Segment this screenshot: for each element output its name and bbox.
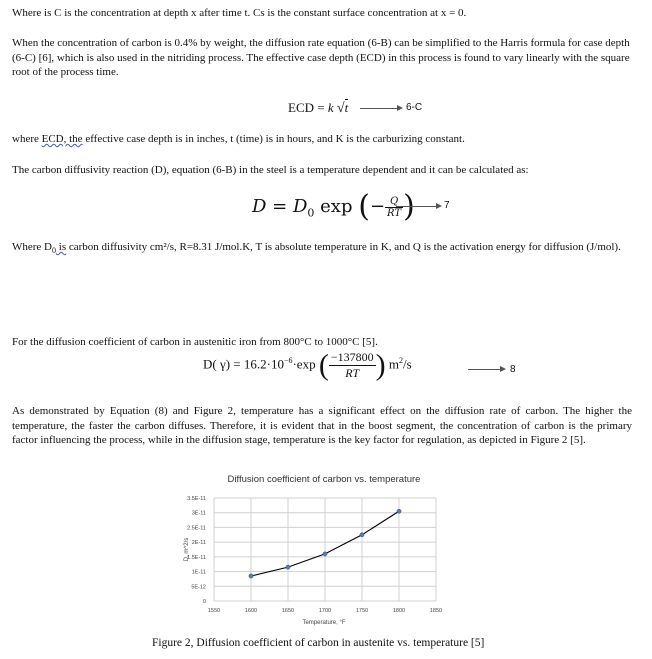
chart-title: Diffusion coefficient of carbon vs. temperature xyxy=(227,474,421,485)
paragraph-diffusivity-variables: Where $D_0$ is carbon diffusivity cm²/s, R=8.31 J/mol.K, T is absolute temperature in K, and Q is the activation energy for diffusion (J/mol). xyxy=(12,241,621,256)
y-tick-label: 1.5E-11 xyxy=(187,554,206,561)
equation-ecd-t: t xyxy=(344,100,349,115)
data-point xyxy=(397,509,401,513)
paragraph-concentration-definition: Where is C is the concentration at depth x after time t. Cs is the constant surface concentration at x = 0. xyxy=(12,7,467,19)
y-tick-label: 2.5E-11 xyxy=(187,525,206,532)
equation-diffusivity-exp: exp xyxy=(320,196,353,217)
y-tick-label: 3.5E-11 xyxy=(187,496,206,502)
equation-diffusivity-d0: D xyxy=(292,196,308,217)
x-tick-label: 1850 xyxy=(429,608,443,614)
y-axis-label: D, m^2/s xyxy=(184,537,190,562)
x-tick-label: 1550 xyxy=(207,608,221,614)
y-tick-label: 1E-11 xyxy=(191,569,206,576)
equation-diffusivity-fraction: $\frac{Q}{RT}$ xyxy=(387,195,402,219)
equation-ecd-lhs: ECD xyxy=(288,100,314,115)
equation-ecd-k: k xyxy=(327,100,334,115)
equation-ecd: ECD = k √t xyxy=(288,100,349,116)
y-tick-label: 5E-12 xyxy=(191,584,206,591)
equation-austenite-number: 8 xyxy=(510,364,516,375)
paragraph-ecd-definition: where ECD, the effective case depth is in inches, t (time) is in hours, and K is the carburizing constant. xyxy=(12,133,465,145)
data-point xyxy=(249,574,253,578)
x-tick-label: 1600 xyxy=(244,608,258,614)
equation-austenite: D( $\gamma) = 16.2\cdot 10^{-6}\cdot\exp$ ( $\frac{-137800}{RT}$ ) $m^2/s$ xyxy=(203,348,412,382)
x-tick-label: 1800 xyxy=(392,608,406,614)
x-tick-label: 1650 xyxy=(281,608,295,614)
y-tick-label: 2E-11 xyxy=(191,540,206,547)
x-axis-label: Temperature, °F xyxy=(302,620,346,626)
y-tick-label: 3E-11 xyxy=(191,510,206,517)
figure-caption: Figure 2, Diffusion coefficient of carbon in austenite vs. temperature [5] xyxy=(152,637,485,649)
equation-diffusivity-number: 7 xyxy=(444,200,450,211)
diffusion-chart xyxy=(174,468,474,628)
x-tick-label: 1700 xyxy=(318,608,332,614)
x-tick-label: 1750 xyxy=(355,608,369,614)
equation-diffusivity: $D = D_0$ exp (− $\frac{Q}{RT}$ xyxy=(252,189,402,224)
paragraph-diffusivity-intro: The carbon diffusivity reaction (D), equation (6-B) in the steel is a temperature dependent and it can be calculated as: xyxy=(12,164,529,176)
equation-diffusivity-arrow xyxy=(396,206,436,207)
equation-diffusivity-lhs: D xyxy=(252,196,267,217)
y-tick-label: 0 xyxy=(202,599,206,605)
equation-austenite-fraction: $\frac{-137800}{RT}$ xyxy=(330,350,374,380)
paragraph-harris-formula: When the concentration of carbon is 0.4% by weight, the diffusion rate equation (6-B) can be simplified to the Harris formula for case depth (6-C) [6], which is also used in the nitriding process. The effective case depth (ECD) in this process is found to vary linearly with the square root of the process time. xyxy=(12,37,630,78)
equation-ecd-arrow xyxy=(360,108,397,109)
data-point xyxy=(360,533,364,537)
equation-austenite-arrow xyxy=(468,369,500,370)
paragraph-temperature-effect: As demonstrated by Equation (8) and Figure 2, temperature has a significant effect on the diffusion rate of carbon. The higher the temperature, the faster the carbon diffuses. Therefore, it is evident that in the boost segment, the concentration of carbon is the primary factor influencing the process, while in the diffusion stage, temperature is the key factor for regulation, as depicted in Figure 2 [5]. xyxy=(12,405,632,446)
data-point xyxy=(286,565,290,569)
data-point xyxy=(323,552,327,556)
paragraph-austenite-coefficient: For the diffusion coefficient of carbon in austenitic iron from 800°C to 1000°C [5]. xyxy=(12,336,378,348)
ecd-abbreviation: ECD, the xyxy=(41,133,83,145)
equation-ecd-number: 6-C xyxy=(406,102,423,113)
